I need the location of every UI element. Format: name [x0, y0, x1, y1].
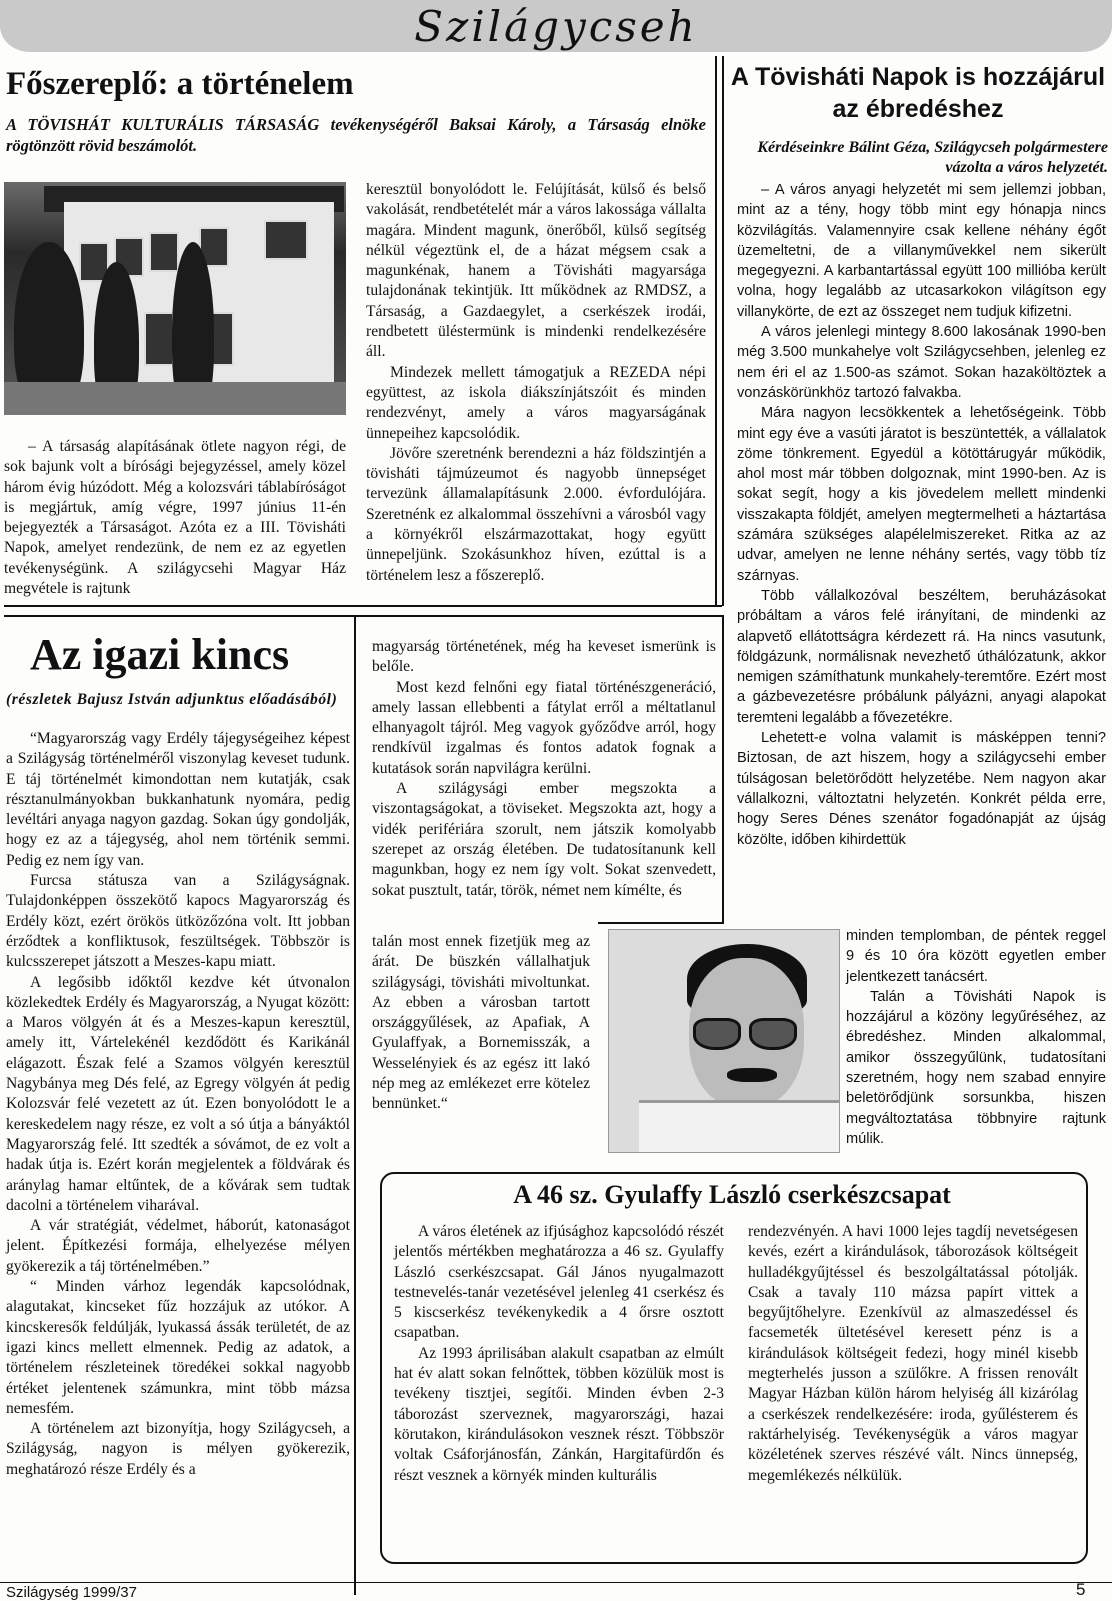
column-rule [722, 56, 724, 606]
masthead-title: Szilágycseh [414, 2, 698, 51]
article1-col1: – A társaság alapításának ötlete nagyon régi, de sok bajunk volt a bírósági bejegyzéssel, amely közel három évig húzódott. Még a kolozsvári táblabíróságot is megjártuk, amíg végre, 1997 június 11-én bejegyezték a Társaságot. Azóta ez a III. Tövisháti Napok, amelyet rendezünk, de nem ez az egyetlen tevékenységünk. A szilágycsehi Magyar Ház megvétele is rajtunk [4, 438, 346, 598]
page-number: 5 [1076, 1580, 1086, 1599]
article3-lead: (részletek Bajusz István adjunktus előadásából) [6, 691, 338, 708]
article2-body: – A város anyagi helyzetét mi sem jellemzi jobban, mint az a tény, hogy több mint egy hónapja nincs közvilágítás. Valamennyire csak kellene néhány égőt üzemeltetni, de a villanyművekkel nem sikerült megegyezni. A karbantartással együtt 100 millióba került volna, hogy legalább az utcasarkokon világítson egy villanykörte, de ezt az összeget nem tudjuk kifizetni. A város jelenlegi mintegy 8.600 lakosának 1990-ben még 3.500 munkahelye volt Szilágycsehben, jelenleg ez nem éri el az 1.500-as számot. Sokan hazaköltöztek a vonzáskörünkhöz tartozó falvakba. Mára nagyon lecsökkentek a lehetőségeink. Több mint egy éve a vasúti járatot is beszüntették, a vállalatok zöme tönkrement. Egyedül a kötöttárugyár működik, ahol most már többen dolgoznak, mint 1990-ben. Az is sokat segít, hogy a kis jövedelem mellett mindenki visszakapta földjét, amelyen megtermelheti a háztartása számára szükséges alapélelmiszereket. Ritka az az udvar, amelyen ne lenne néhány sertés, vagy több tíz szárnyas. Több vállalkozóval beszéltem, beruházásokat próbáltam a város felé irányítani, de mindenki az alapvető ellátottságra kérdezett rá. Ha nincs vasutunk, földgázunk, normálisnak nevezhető úthálózatunk, akkor nemigen számíthatunk munkahely-teremtőre. Ezért most a gázbevezetésre próbálunk pályázni, anyagi alapokat teremteni legalább a fővezetékre. Lehetett-e volna valamit is másképpen tenni? Biztosan, de azt hiszem, hogy a szilágycsehi ember túlságosan beletörődött helyzetébe. Nem nagyon akar vállalkozni, változtatni helyzetén. Konkrét példa erre, hogy Seres Dénes szenátor fogadónapját az újság közölte, időben kihirdettük [737, 182, 1106, 848]
article3-col2-wrap: talán most ennek fizetjük meg az árát. De büszkén vállalhatjuk szilágysági, tövisháti mivoltunkat. Az ebben a városban tartott országgyűlések, az Apafiak, A Gyulaffyak, a Bornemisszák, a Wesselényiek és az egész itt lakó nép meg az emlékezet erre kötelez bennünket.“ [372, 933, 590, 1113]
section-rule [4, 605, 722, 607]
article4-headline: A 46 sz. Gyulaffy László cserkészcsapat [513, 1180, 951, 1209]
footer-issue: Szilágység 1999/37 [6, 1584, 137, 1601]
box-rule [4, 615, 724, 617]
article3-col1: “Magyarország vagy Erdély tájegységeihez képest a Szilágyság történelméről viszonylag keveset tudunk. E táj történelmét kimondottan nem kutatják, csak résztanulmányokban bukkanhatunk nyomára, pedig levéltári anyaga nagyon gazdag. Sokan úgy gondolják, hogy ez az a tájegység, ahol nem történik semmi. Pedig ez nem így van. Furcsa státusza van a Szilágyságnak. Tulajdonképpen összekötő kapocs Magyarország és Erdély közt, ezért örökös ütközőzóna volt. Itt jobban érződtek a konfliktusok, feszültségek. Többször is kulcsszerepet játszott a Meszes-kapu miatt. A legősibb időktől kezdve két útvonalon közlekedtek Erdély és Magyarország, a Nyugat között: a Maros völgyén át és a Meszes-kapun keresztül, amely itt, Vártelekénél kezdődött és Karikánál elágazott. Észak felé a Szamos völgyén keresztül Nagybánya meg Dés felé, az Egregy völgyén át pedig Kolozsvár felé vezetett az út. Ezen bonyolódott le a kereskedelem nagy része, ez volt a só útja a bányáktól Magyarország felé. Itt szedték a sóvámot, de ez volt a hadak útja is. Ezért korán megjelentek a földvárak és aránylag hamar eltűntek, de a kővárak sem tudtak dacolni a történelem viharával. A vár stratégiát, védelmet, háborút, katonaságot jelent. Építkezési formája, elhelyezése mélyen gyökerezik a táj történelmében.” “ Minden várhoz legendák kapcsolódnak, alagutakat, kincseket fűz hozzájuk az utókor. A kincskeresők feldúlják, lyukassá ássák területét, de az igazi kincs mellett elmennek. Pedig az adatok, a történelem részleteinek töredékei sokkal nagyobb értéket jelentenek számunkra, mint több mázsa nemesfém. A történelem azt bizonyítja, hogy Szilágycseh, a Szilágyság, nagyon is mélyen gyökerezik, meghatározó része Erdély és a [6, 730, 350, 1478]
article4-col2: rendezvényén. A havi 1000 lejes tagdíj nevetségesen kevés, ezért a kirándulások, táborozások költségeit hulladékgyűjtéssel és beszolgáltatással pótolják. Csak a tavaly 110 mázsa papírt vittek a begyűjtőhelyre. Ezenkívül az almaszedéssel és facsemeték ültetésével keresett pénz is a kirándulások költségeit fedezi, hogy minél kisebb megterhelés jusson a szülőkre. A frissen renovált Magyar Házban külön három helyiség áll kizárólag a cserkészek rendelkezésére: iroda, gyűlésterem és raktárhelyiség. Tevékenységük a város magyar közéletének szerves részévé vált. Nincs ünnepség, megemlékezés nélkülük. [748, 1223, 1078, 1484]
building-photo [4, 182, 346, 415]
mayor-portrait-photo [608, 929, 840, 1153]
column-rule [715, 56, 717, 606]
box-rule [722, 615, 724, 923]
article2-lead: Kérdéseinkre Bálint Géza, Szilágycseh polgármestere vázolta a város helyzetét. [757, 139, 1108, 176]
article2-body-wrap: minden templomban, de péntek reggel 9 és 10 óra között egyetlen ember jelentkezett tanácsért. Talán a Tövisháti Napok is hozzájárul a közöny legyűréséhez, az ébredéshez. Minden alkalommal, amikor összegyűlünk, tudatosítani szeretném, hogy nem szabad ennyire beletörődjünk sorsunkba, hiszen megváltoztatása többnyire rajtunk múlik. [846, 928, 1106, 1147]
article4-col1: A város életének az ifjúsághoz kapcsolódó részét jelentős mértékben meghatározza a 46 sz. Gyulaffy László cserkészcsapat. Gál János nyugalmazott testnevelés-tanár vezetésével jelenleg 41 cserkész és 5 kiscserkész tevékenykedik a 4 őrsre osztott csapatban. Az 1993 áprilisában alakult csapatban az elmúlt hat év alatt sokan felnőttek, többen közülük most is tevékeny tisztjei, segítői. Minden évben 2-3 táborozást szerveznek, magyarországi, hazai körutakon, kirándulásokon vesznek részt. Többször voltak Csáforjánosfán, Zánkán, Hargitafürdőn és részt vesznek a környék minden kulturális [394, 1223, 724, 1484]
article3-col2: magyarság történetének, még ha keveset ismerünk is belőle. Most kezd felnőni egy fiatal történészgeneráció, amely lassan ellebbenti a fátylat erről a méltatlanul elhanyagolt tájról. Meg vagyok győződve arról, hogy rendkívül izgalmas és fontos adatok fognak a kutatások során napvilágra kerülni. A szilágysági ember megszokta a viszontagságokat, a töviseket. Megszokta azt, hogy a vidék perifériára szorult, nem játszik komolyabb szerepet az ország életében. De tudatosítanunk kell magunkban, hogy ez nem így volt. Sokat szenvedett, sokat pusztult, tatár, török, német nem kímélte, és [372, 638, 716, 899]
article1-lead: A TÖVISHÁT KULTURÁLIS TÁRSASÁG tevékenységéről Baksai Károly, a Társaság elnöke rögtönzött rövid beszámolót. [6, 115, 706, 155]
footer-rule [0, 1582, 1112, 1583]
article1-headline: Főszereplő: a történelem [6, 66, 354, 102]
column-rule [354, 615, 356, 1595]
article2-headline: A Tövisháti Napok is hozzájárul az ébredéshez [730, 63, 1106, 123]
box-rule [598, 922, 724, 924]
article3-headline: Az igazi kincs [30, 630, 290, 679]
article1-col2: keresztül bonyolódott le. Felújítását, külső és belső vakolását, rendbetételét már a város lakossága vállalta magára. Mindent magunk, önerőből, külső segítség nélkül végeztünk el, de a házat mégsem csak a magunkénak, hanem a Tövisháti magyarsága tulajdonának tekintjük. Itt működnek az RMDSZ, a Társaság, a Gazdaegylet, a cserkészek irodái, rendbetett üléstermünk is mindenki rendelkezésére áll. Mindezek mellett támogatjuk a REZEDA népi együttest, az iskola diákszínjátszóit és minden rendezvényt, amely a város magyarságának ünnepeihez kapcsolódik. Jövőre szeretnénk berendezni a ház földszintjén a tövisháti tájmúzeumot és nagyobb ünnepséget tervezünk államalapításunk 2.000. évfordulójára. Szeretnénk ez alkalommal összehívni a városból vagy a környékről elszármazottakat, hogy együtt ünnepeljünk. Szokásunkhoz híven, ezúttal is a történelem lesz a főszereplő. [366, 181, 706, 584]
